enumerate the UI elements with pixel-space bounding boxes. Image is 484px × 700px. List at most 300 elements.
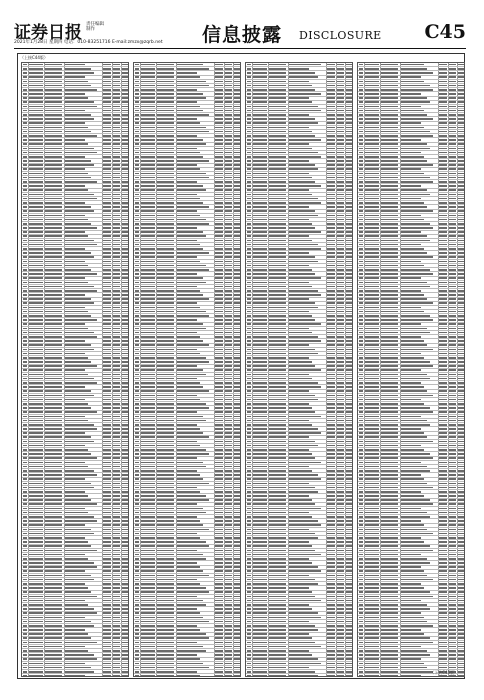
table-cell	[247, 110, 251, 112]
table-cell	[177, 407, 209, 409]
table-cell	[215, 148, 223, 150]
table-cell	[135, 252, 139, 254]
table-cell	[29, 135, 43, 137]
table-cell	[45, 198, 62, 200]
table-cell	[253, 127, 267, 129]
table-cell	[141, 298, 155, 300]
table-cell	[29, 85, 43, 87]
table-cell	[225, 93, 232, 95]
table-cell	[381, 93, 398, 95]
table-cell	[113, 596, 120, 598]
table-cell	[359, 173, 363, 175]
table-cell	[29, 474, 43, 476]
table-cell	[449, 261, 456, 263]
table-cell	[113, 210, 120, 212]
table-cell	[215, 428, 223, 430]
table-cell	[234, 516, 240, 518]
table-cell	[346, 604, 352, 606]
table-cell	[65, 139, 85, 141]
table-cell	[269, 273, 286, 275]
table-cell	[359, 244, 363, 246]
table-cell	[247, 311, 251, 313]
table-cell	[45, 390, 62, 392]
table-cell	[346, 579, 352, 581]
table-cell	[253, 424, 267, 426]
table-cell	[401, 164, 433, 166]
table-cell	[381, 244, 398, 246]
table-cell	[113, 319, 120, 321]
table-cell	[247, 470, 251, 472]
table-cell	[247, 332, 251, 334]
table-cell	[253, 97, 267, 99]
table-cell	[177, 332, 197, 334]
table-cell	[65, 462, 85, 464]
table-cell	[157, 89, 174, 91]
table-cell	[253, 491, 267, 493]
table-cell	[458, 160, 464, 162]
table-cell	[45, 223, 62, 225]
table-cell	[141, 269, 155, 271]
table-cell	[269, 344, 286, 346]
table-cell	[247, 462, 251, 464]
table-cell	[122, 600, 128, 602]
table-cell	[157, 139, 174, 141]
table-cell	[141, 524, 155, 526]
table-cell	[359, 114, 363, 116]
table-cell	[247, 621, 251, 623]
table-cell	[234, 575, 240, 577]
table-cell	[177, 587, 206, 589]
table-cell	[215, 596, 223, 598]
table-cell	[234, 470, 240, 472]
table-cell	[234, 675, 240, 677]
table-cell	[157, 114, 174, 116]
table-cell	[141, 386, 155, 388]
table-cell	[225, 541, 232, 543]
table-cell	[458, 110, 464, 112]
table-cell	[103, 290, 111, 292]
table-cell	[327, 566, 335, 568]
table-cell	[122, 537, 128, 539]
table-cell	[327, 240, 335, 242]
table-cell	[234, 148, 240, 150]
table-cell	[449, 135, 456, 137]
table-cell	[449, 227, 456, 229]
table-cell	[103, 503, 111, 505]
table-cell	[141, 89, 155, 91]
table-cell	[103, 671, 111, 673]
table-cell	[177, 399, 200, 401]
table-cell	[157, 407, 174, 409]
table-cell	[346, 344, 352, 346]
table-cell	[177, 591, 209, 593]
table-cell	[234, 378, 240, 380]
table-cell	[253, 282, 267, 284]
table-cell	[135, 344, 139, 346]
table-cell	[113, 336, 120, 338]
table-cell	[177, 152, 200, 154]
table-cell	[177, 637, 209, 639]
table-cell	[289, 416, 321, 418]
table-cell	[141, 164, 155, 166]
table-cell	[269, 323, 286, 325]
table-cell	[458, 235, 464, 237]
table-cell	[225, 470, 232, 472]
table-cell	[141, 453, 155, 455]
table-cell	[289, 202, 321, 204]
table-cell	[65, 671, 94, 673]
table-cell	[177, 629, 200, 631]
table-cell	[439, 139, 447, 141]
table-cell	[439, 64, 447, 66]
table-cell	[65, 441, 94, 443]
table-cell	[327, 658, 335, 660]
table-cell	[215, 629, 223, 631]
table-cell	[157, 219, 174, 221]
table-cell	[29, 558, 43, 560]
table-cell	[359, 160, 363, 162]
table-cell	[65, 323, 85, 325]
table-cell	[177, 483, 209, 485]
table-cell	[103, 311, 111, 313]
table-cell	[337, 328, 344, 330]
table-cell	[45, 323, 62, 325]
table-cell	[346, 127, 352, 129]
table-cell	[157, 667, 174, 669]
table-cell	[65, 499, 91, 501]
table-cell	[327, 579, 335, 581]
table-cell	[177, 160, 209, 162]
table-cell	[346, 202, 352, 204]
table-cell	[337, 654, 344, 656]
table-cell	[359, 127, 363, 129]
table-cell	[29, 608, 43, 610]
table-cell	[215, 411, 223, 413]
table-cell	[253, 378, 267, 380]
table-cell	[253, 495, 267, 497]
table-cell	[215, 445, 223, 447]
table-cell	[327, 411, 335, 413]
table-cell	[157, 349, 174, 351]
table-cell	[122, 516, 128, 518]
table-cell	[381, 64, 398, 66]
table-cell	[253, 202, 267, 204]
table-cell	[103, 148, 111, 150]
table-cell	[122, 248, 128, 250]
table-cell	[157, 244, 174, 246]
table-cell	[234, 231, 240, 233]
table-cell	[337, 269, 344, 271]
table-cell	[65, 76, 85, 78]
table-cell	[359, 72, 363, 74]
table-cell	[215, 131, 223, 133]
table-cell	[337, 600, 344, 602]
table-cell	[269, 424, 286, 426]
table-cell	[122, 185, 128, 187]
table-cell	[23, 457, 27, 459]
table-cell	[253, 227, 267, 229]
table-cell	[215, 248, 223, 250]
table-cell	[337, 294, 344, 296]
table-cell	[23, 152, 27, 154]
table-cell	[23, 600, 27, 602]
table-cell	[253, 139, 267, 141]
table-cell	[29, 386, 43, 388]
table-cell	[253, 499, 267, 501]
table-cell	[29, 600, 43, 602]
table-cell	[103, 269, 111, 271]
table-cell	[113, 164, 120, 166]
table-cell	[122, 319, 128, 321]
table-cell	[103, 470, 111, 472]
table-cell	[289, 566, 318, 568]
table-cell	[289, 164, 315, 166]
table-cell	[234, 252, 240, 254]
table-cell	[247, 566, 251, 568]
table-cell	[135, 407, 139, 409]
table-cell	[269, 432, 286, 434]
table-cell	[122, 361, 128, 363]
table-cell	[458, 168, 464, 170]
table-cell	[346, 240, 352, 242]
table-cell	[135, 365, 139, 367]
table-cell	[289, 428, 318, 430]
table-cell	[337, 420, 344, 422]
table-cell	[247, 432, 251, 434]
table-cell	[225, 491, 232, 493]
table-cell	[23, 319, 27, 321]
table-cell	[401, 227, 433, 229]
table-cell	[337, 286, 344, 288]
table-cell	[135, 198, 139, 200]
table-cell	[29, 219, 43, 221]
table-cell	[253, 340, 267, 342]
table-cell	[122, 503, 128, 505]
table-cell	[122, 127, 128, 129]
table-cell	[337, 625, 344, 627]
table-cell	[247, 72, 251, 74]
table-cell	[135, 608, 139, 610]
table-cell	[269, 223, 286, 225]
table-cell	[29, 503, 43, 505]
table-cell	[113, 357, 120, 359]
table-cell	[327, 457, 335, 459]
table-cell	[157, 143, 174, 145]
table-cell	[103, 529, 111, 531]
table-cell	[253, 64, 267, 66]
table-cell	[113, 516, 120, 518]
table-cell	[289, 277, 321, 279]
table-cell	[122, 215, 128, 217]
table-cell	[253, 570, 267, 572]
table-cell	[439, 114, 447, 116]
table-cell	[247, 89, 251, 91]
table-cell	[337, 319, 344, 321]
table-cell	[113, 189, 120, 191]
table-cell	[113, 349, 120, 351]
table-cell	[225, 307, 232, 309]
table-cell	[327, 261, 335, 263]
table-cell	[337, 173, 344, 175]
table-cell	[122, 399, 128, 401]
table-cell	[253, 336, 267, 338]
table-cell	[122, 562, 128, 564]
table-cell	[439, 72, 447, 74]
table-cell	[337, 403, 344, 405]
table-cell	[215, 286, 223, 288]
table-cell	[141, 436, 155, 438]
table-cell	[65, 131, 91, 133]
table-cell	[29, 390, 43, 392]
table-cell	[141, 97, 155, 99]
table-cell	[45, 495, 62, 497]
table-cell	[253, 474, 267, 476]
table-cell	[157, 533, 174, 535]
table-cell	[65, 369, 85, 371]
table-cell	[269, 587, 286, 589]
table-cell	[65, 181, 97, 183]
table-cell	[215, 554, 223, 556]
table-cell	[337, 110, 344, 112]
table-cell	[215, 181, 223, 183]
table-cell	[103, 223, 111, 225]
table-cell	[141, 198, 155, 200]
table-cell	[327, 395, 335, 397]
table-cell	[135, 361, 139, 363]
table-cell	[346, 474, 352, 476]
table-cell	[29, 667, 43, 669]
table-cell	[135, 302, 139, 304]
table-cell	[141, 118, 155, 120]
table-cell	[29, 612, 43, 614]
table-cell	[23, 608, 27, 610]
table-cell	[439, 160, 447, 162]
table-cell	[327, 319, 335, 321]
table-cell	[337, 436, 344, 438]
table-cell	[113, 524, 120, 526]
table-cell	[122, 483, 128, 485]
table-cell	[449, 156, 456, 158]
table-cell	[141, 156, 155, 158]
table-cell	[45, 97, 62, 99]
table-cell	[135, 428, 139, 430]
table-cell	[458, 231, 464, 233]
table-cell	[381, 148, 398, 150]
table-cell	[23, 663, 27, 665]
table-cell	[177, 508, 203, 510]
table-cell	[234, 139, 240, 141]
table-cell	[234, 612, 240, 614]
table-cell	[23, 85, 27, 87]
table-cell	[177, 344, 209, 346]
table-cell	[215, 110, 223, 112]
table-cell	[327, 541, 335, 543]
table-cell	[215, 81, 223, 83]
table-cell	[122, 554, 128, 556]
table-cell	[23, 160, 27, 162]
table-cell	[458, 181, 464, 183]
table-cell	[65, 194, 94, 196]
table-cell	[113, 445, 120, 447]
table-cell	[141, 235, 155, 237]
table-cell	[157, 382, 174, 384]
table-cell	[337, 537, 344, 539]
table-cell	[45, 541, 62, 543]
table-cell	[45, 336, 62, 338]
table-cell	[141, 261, 155, 263]
table-cell	[23, 575, 27, 577]
table-cell	[157, 608, 174, 610]
table-cell	[337, 290, 344, 292]
table-cell	[289, 386, 321, 388]
table-cell	[141, 181, 155, 183]
table-cell	[23, 68, 27, 70]
table-cell	[157, 286, 174, 288]
table-cell	[65, 286, 94, 288]
table-cell	[29, 206, 43, 208]
table-cell	[157, 357, 174, 359]
table-cell	[135, 436, 139, 438]
table-cell	[234, 621, 240, 623]
table-cell	[269, 152, 286, 154]
table-cell	[269, 353, 286, 355]
table-cell	[269, 357, 286, 359]
table-cell	[247, 323, 251, 325]
table-cell	[247, 64, 251, 66]
table-cell	[289, 307, 318, 309]
table-cell	[177, 290, 200, 292]
table-cell	[253, 156, 267, 158]
table-cell	[401, 127, 424, 129]
table-cell	[177, 298, 209, 300]
table-cell	[65, 403, 88, 405]
table-cell	[346, 357, 352, 359]
table-cell	[225, 206, 232, 208]
table-cell	[29, 675, 43, 677]
table-cell	[65, 152, 97, 154]
table-cell	[337, 554, 344, 556]
table-cell	[458, 106, 464, 108]
table-cell	[177, 215, 200, 217]
table-cell	[122, 663, 128, 665]
table-cell	[103, 491, 111, 493]
table-cell	[247, 97, 251, 99]
table-cell	[65, 340, 85, 342]
table-cell	[122, 466, 128, 468]
table-cell	[337, 570, 344, 572]
table-cell	[253, 625, 267, 627]
table-cell	[253, 545, 267, 547]
table-cell	[215, 244, 223, 246]
table-cell	[103, 340, 111, 342]
table-cell	[381, 114, 398, 116]
table-cell	[337, 81, 344, 83]
table-cell	[225, 118, 232, 120]
newspaper-logo: 证券日报	[14, 23, 82, 43]
table-cell	[327, 474, 335, 476]
table-cell	[157, 269, 174, 271]
table-cell	[289, 524, 321, 526]
table-cell	[65, 663, 85, 665]
table-cell	[381, 143, 398, 145]
table-cell	[289, 198, 318, 200]
table-cell	[157, 185, 174, 187]
table-cell	[113, 106, 120, 108]
table-cell	[346, 420, 352, 422]
table-cell	[225, 570, 232, 572]
table-cell	[289, 369, 321, 371]
table-cell	[225, 323, 232, 325]
